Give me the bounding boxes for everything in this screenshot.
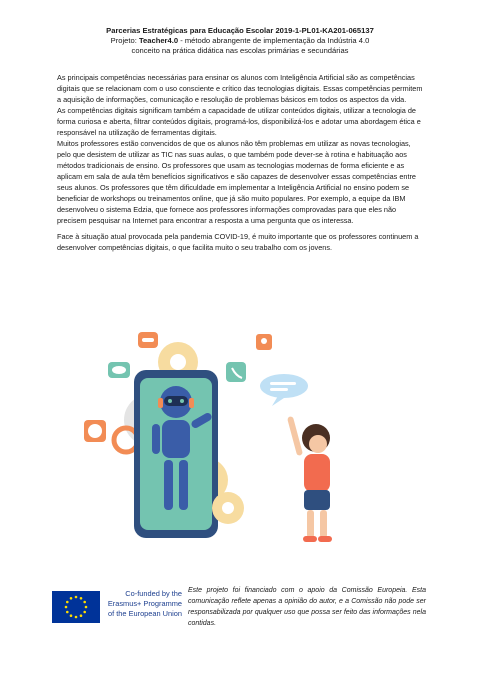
game-controller-icon [138,332,158,348]
page-title: Parcerias Estratégicas para Educação Escolar 2019-1-PL01-KA201-065137 [106,26,374,35]
cloud-icon [108,362,130,378]
child-icon [287,416,332,542]
robot-phone-illustration [78,320,378,560]
document-body [57,72,425,253]
disclaimer-text: Este projeto foi financiado com o apoio da Comissão Europeia. Esta comunicação reflete apenas a opinião do autor, e a Comissão não pode ser responsabilizada por qualquer uso que possa ser feito das informações nela contidas. [188,587,426,627]
paragraph-4: Face à situação atual provocada pela pandemia COVID-19, é muito importante que os professores continuem a desenvolver competências digitais, o que facilita muito o seu trabalho com os jovens. [57,232,419,252]
phone-call-icon [226,362,246,382]
eu-flag-icon [52,591,100,623]
paragraph-1: As principais competências necessárias para ensinar os alunos com Inteligência Artificial são as competências digitais que se relacionam com o uso consciente e crítico das tecnologias digitais. Essas competências permitem a aquisição de informações, comunicação e resolução de problemas básicos em todos os aspectos da vida. [57,73,423,104]
clock-icon [84,420,106,442]
cofund-line-2: Erasmus+ Programme [107,599,182,608]
gear-icon [212,492,244,524]
project-suffix: - método abrangente de implementação da Indústria 4.0 [178,36,370,45]
cofunded-label [102,589,182,619]
page-header [0,26,480,56]
cofund-line-1: Co-funded by the [125,589,182,598]
project-name: Teacher4.0 [138,36,179,45]
paragraph-3: Muitos professores estão convencidos de que os alunos não têm problemas em utilizar as novas tecnologias, pelo que desistem de utilizar as TIC nas suas aulas, o que também pode dever-se à rotina e habituação aos métodos tradicionais de ensino. Os professores que usam as tecnologias modernas de forma eficiente e as aplicam em sala de aula têm benefícios significativos e são capazes de desenvolver essas competências entre seus alunos. Os professores que têm dificuldade em implementar a Inteligência Artificial no ensino podem se beneficiar de workshops ou treinamentos online, que já são muito populares. Por exemplo, a equipe da IBM desenvolveu o sistema Edzia, que fornece aos professores informações comprovadas para que eles não precisem pesquisar na Internet para encontrar a resposta a uma pergunta que os interessa. [57,139,416,225]
page-footer [0,585,480,645]
project-line [0,36,480,46]
project-subtitle: conceito na prática didática nas escolas primárias e secundárias [131,46,349,55]
paragraph-2: As competências digitais significam também a capacidade de utilizar conteúdos digitais, utilizar a tecnologia de forma curiosa e aberta, filtrar conteúdos digitais, programá-los, disponibilizá-los e adotar uma abordagem ética e responsável na utilização de ferramentas digitais. [57,106,421,137]
cofund-line-3: of the European Union [108,609,182,618]
location-pin-icon [256,334,272,350]
eu-flag-svg [52,591,100,623]
chat-bubble-icon [260,374,308,406]
project-prefix: Projeto: [110,36,139,45]
illustration-svg [78,320,378,560]
